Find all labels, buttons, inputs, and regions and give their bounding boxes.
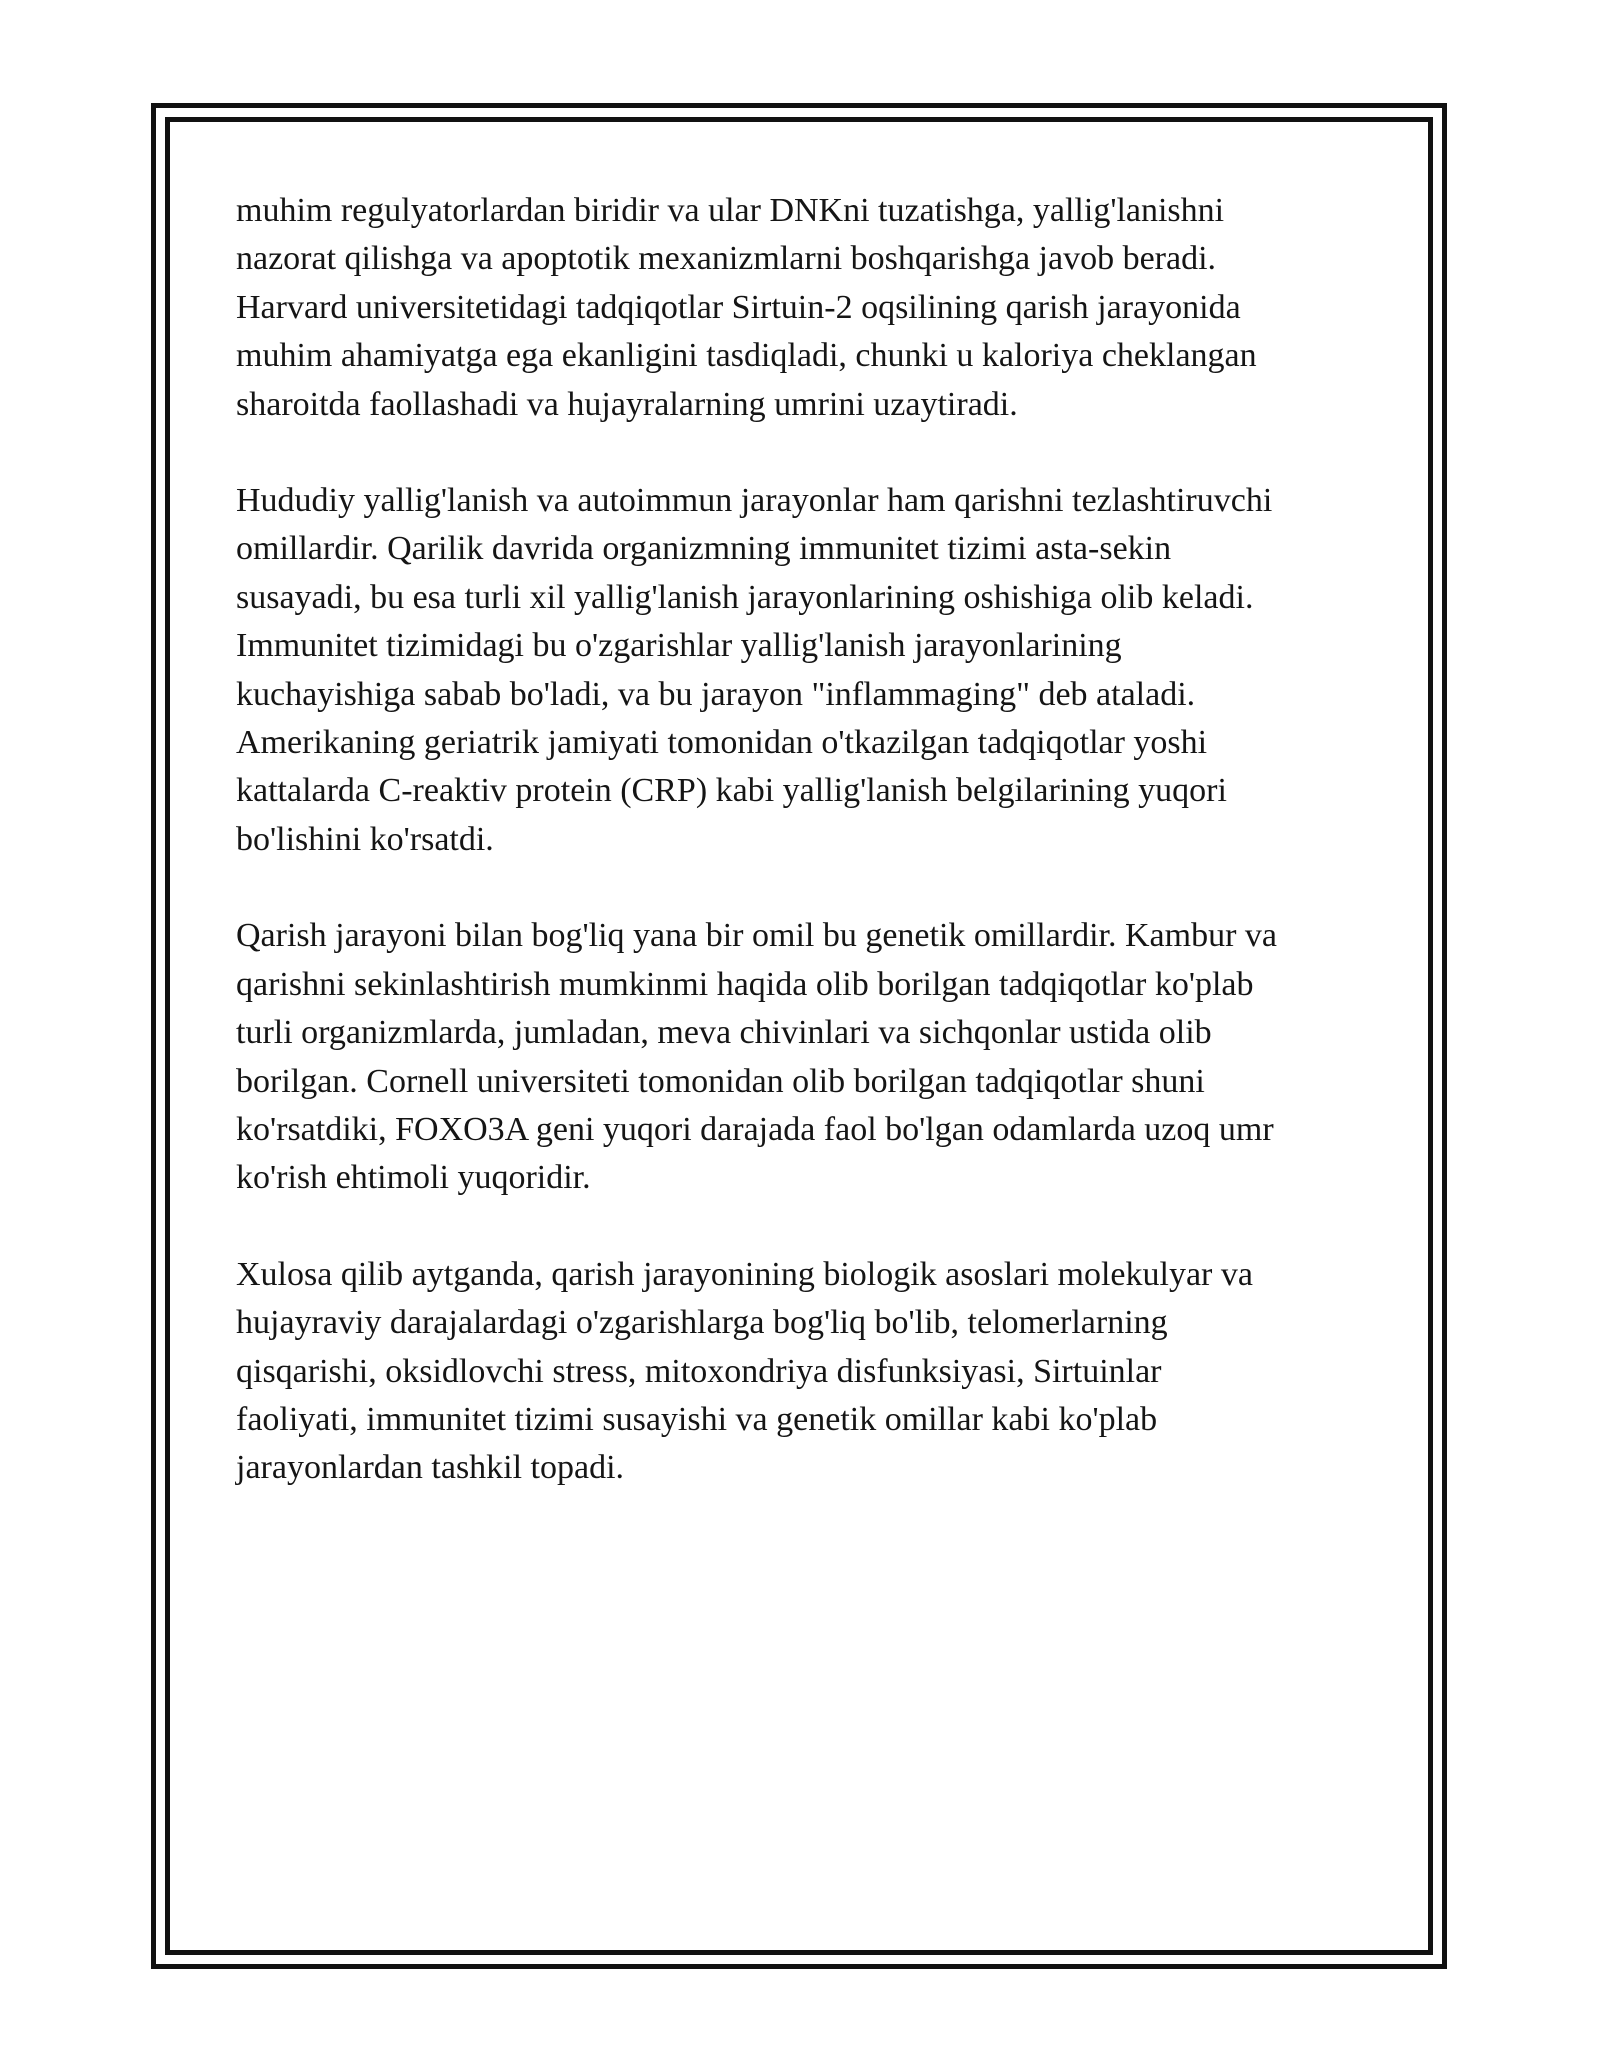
document-body: [236, 187, 1366, 1541]
text-line: ko'rish ehtimoli yuqoridir.: [236, 1159, 591, 1197]
paragraph-sirtuins: [236, 187, 1366, 429]
text-line: ko'rsatdiki, FOXO3A geni yuqori darajada faol bo'lgan odamlarda uzoq umr: [236, 1110, 1274, 1148]
text-line: muhim regulyatorlardan biridir va ular DNKni tuzatishga, yallig'lanishni: [236, 192, 1225, 229]
text-line: Harvard universitetidagi tadqiqotlar Sirtuin-2 oqsilining qarish jarayonida: [236, 288, 1241, 326]
text-line: turli organizmlarda, jumladan, meva chivinlari va sichqonlar ustida olib: [236, 1014, 1212, 1052]
text-line: Amerikaning geriatrik jamiyati tomonidan o'tkazilgan tadqiqotlar yoshi: [236, 724, 1208, 762]
text-line: Xulosa qilib aytganda, qarish jarayonining biologik asoslari molekulyar va: [236, 1255, 1253, 1293]
paragraph-inflammation: [236, 477, 1366, 864]
text-line: kattalarda C-reaktiv protein (CRP) kabi yallig'lanish belgilarining yuqori: [236, 772, 1227, 810]
text-line: sharoitda faollashadi va hujayralarning umrini uzaytiradi.: [236, 385, 1018, 423]
text-line: borilgan. Cornell universiteti tomonidan olib borilgan tadqiqotlar shuni: [236, 1062, 1205, 1100]
text-line: faoliyati, immunitet tizimi susayishi va genetik omillar kabi ko'plab: [236, 1400, 1158, 1438]
text-line: Qarish jarayoni bilan bog'liq yana bir omil bu genetik omillardir. Kambur va: [236, 917, 1278, 955]
text-line: omillardir. Qarilik davrida organizmning immunitet tizimi asta-sekin: [236, 530, 1172, 568]
text-line: qarishni sekinlashtirish mumkinmi haqida olib borilgan tadqiqotlar ko'plab: [236, 965, 1254, 1003]
paragraph-conclusion: [236, 1251, 1366, 1493]
text-line: kuchayishiga sabab bo'ladi, va bu jarayon "inflammaging" deb ataladi.: [236, 675, 1196, 713]
text-line: bo'lishini ko'rsatdi.: [236, 820, 494, 858]
text-line: susayadi, bu esa turli xil yallig'lanish jarayonlarining oshishiga olib keladi.: [236, 578, 1254, 616]
text-line: qisqarishi, oksidlovchi stress, mitoxondriya disfunksiyasi, Sirtuinlar: [236, 1352, 1162, 1390]
text-line: muhim ahamiyatga ega ekanligini tasdiqladi, chunki u kaloriya cheklangan: [236, 337, 1257, 375]
text-line: jarayonlardan tashkil topadi.: [236, 1449, 625, 1487]
text-line: Hududiy yallig'lanish va autoimmun jarayonlar ham qarishni tezlashtiruvchi: [236, 482, 1273, 520]
paragraph-genetics: [236, 912, 1366, 1202]
text-line: Immunitet tizimidagi bu o'zgarishlar yallig'lanish jarayonlarining: [236, 627, 1122, 665]
text-line: nazorat qilishga va apoptotik mexanizmlarni boshqarishga javob beradi.: [236, 240, 1217, 278]
text-line: hujayraviy darajalardagi o'zgarishlarga bog'liq bo'lib, telomerlarning: [236, 1304, 1168, 1342]
